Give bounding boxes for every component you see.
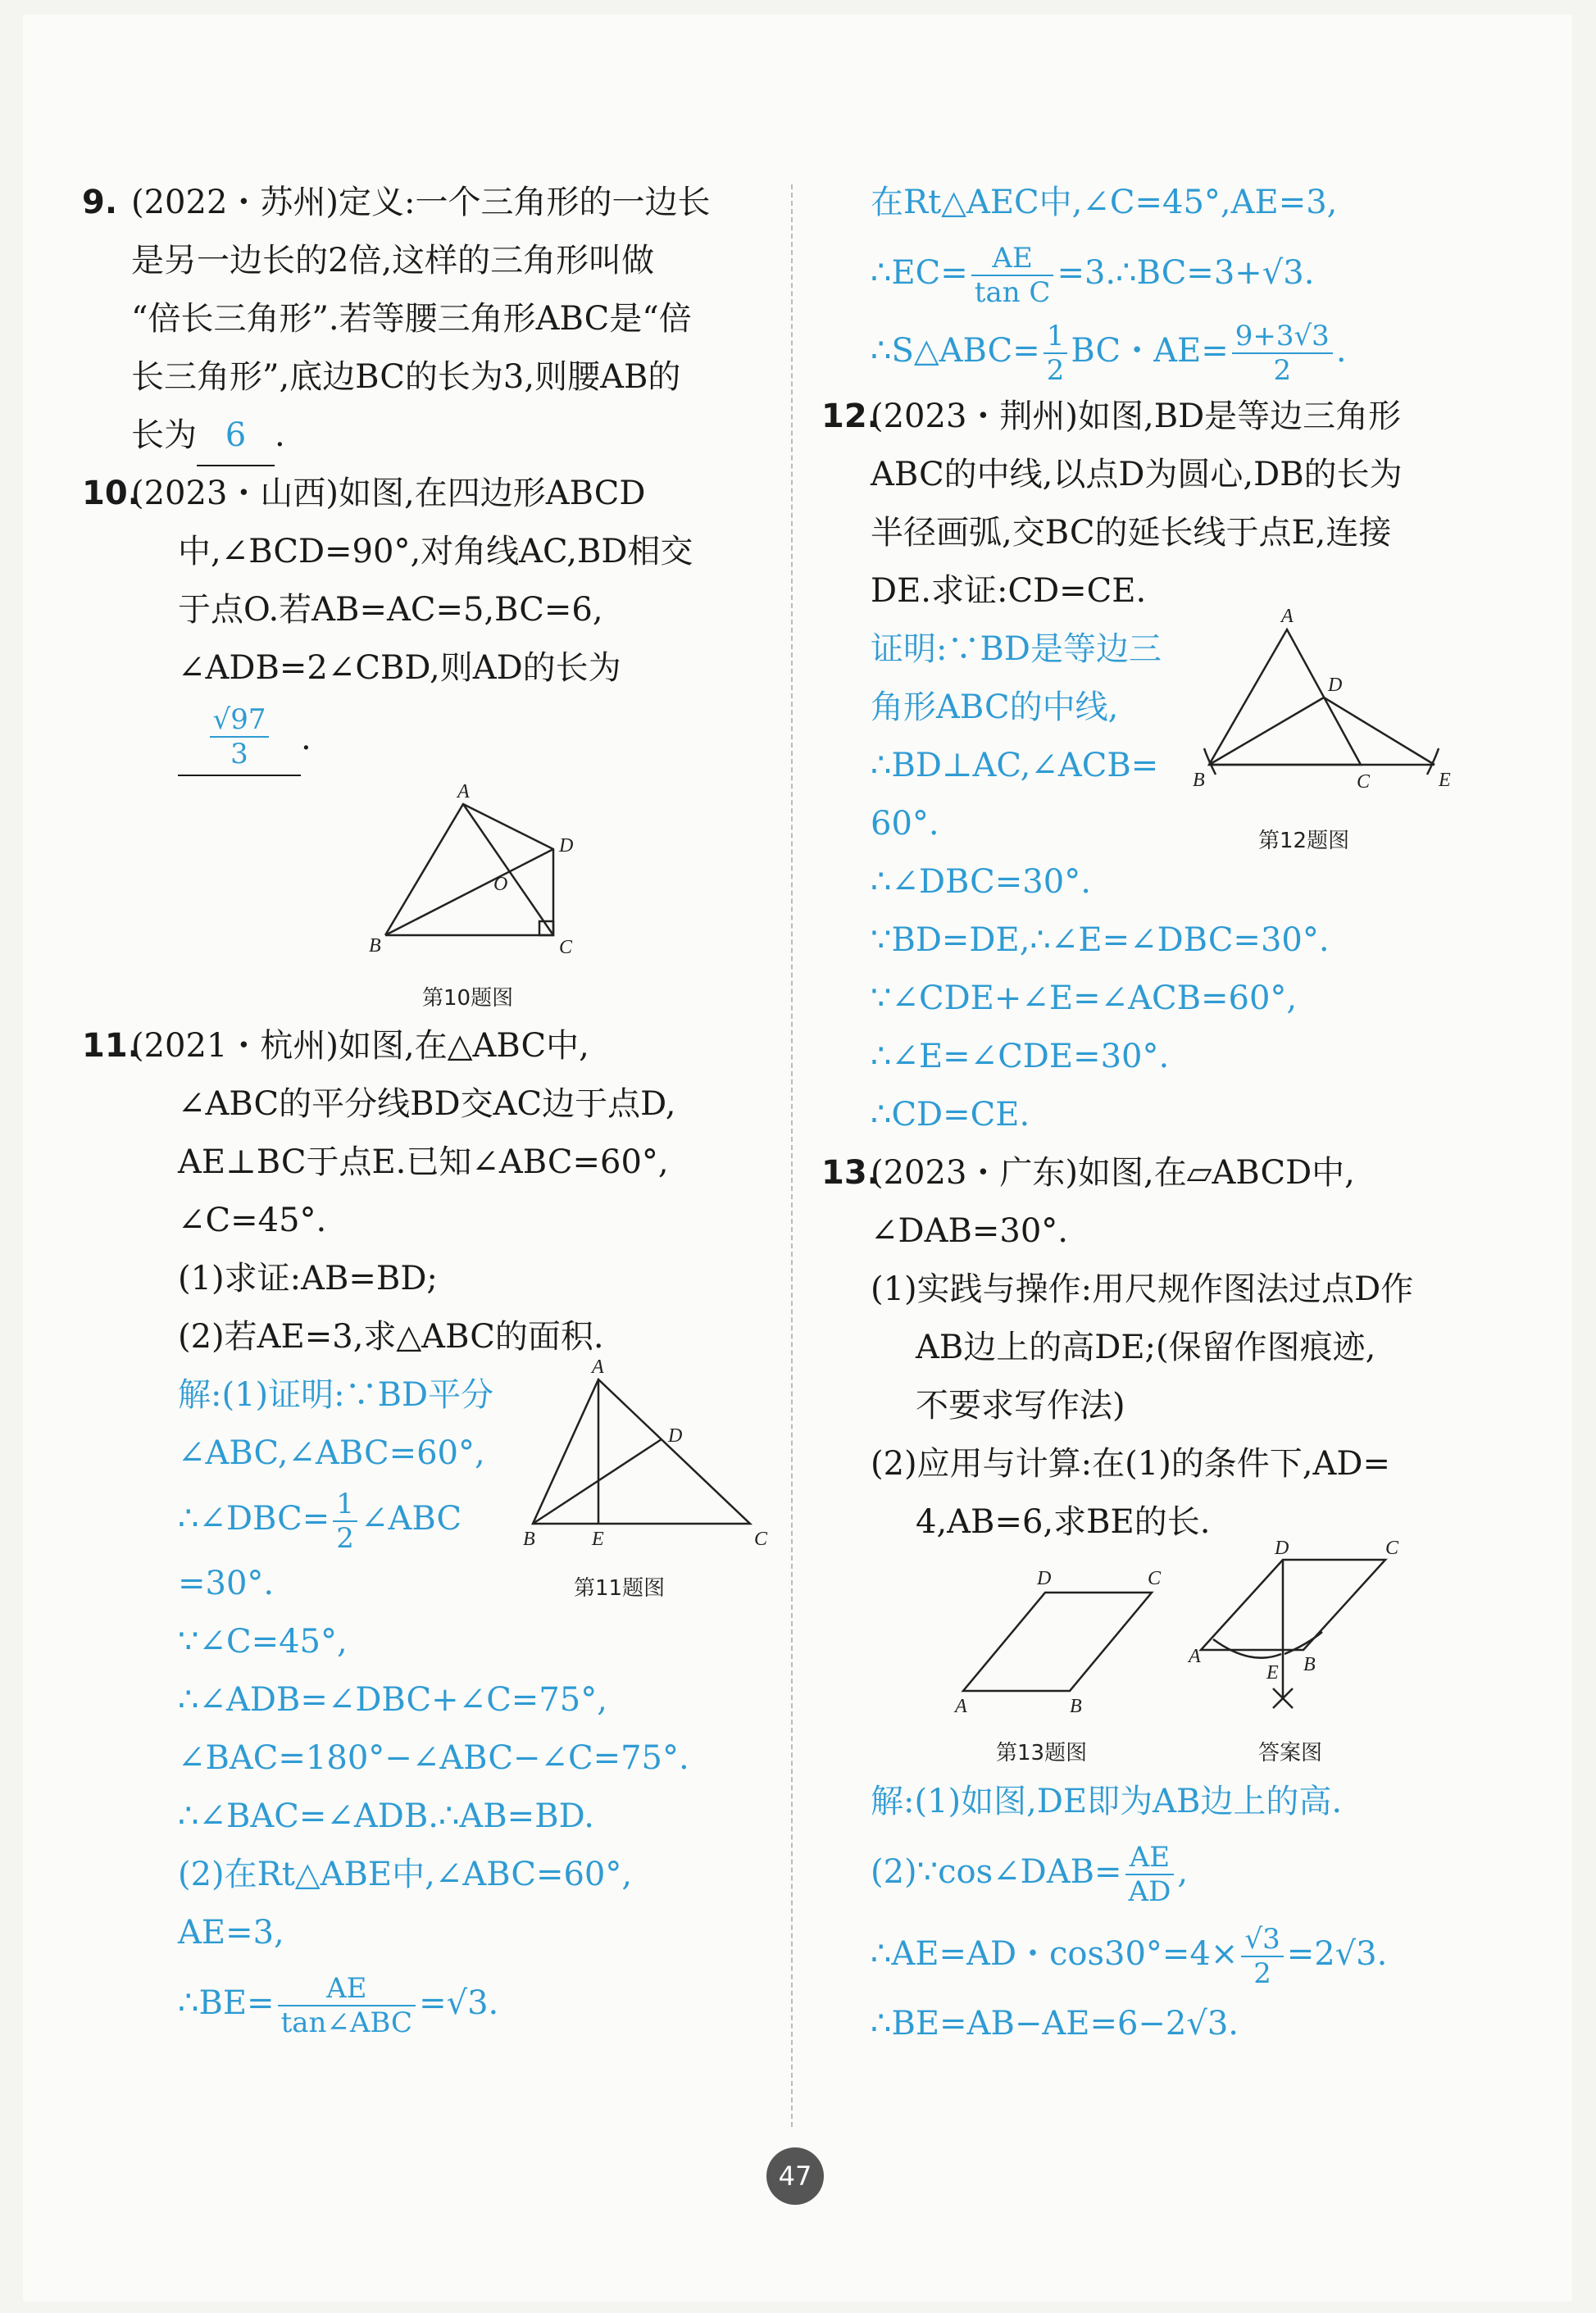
- q10-text: (2023・山西)如图,在四边形ABCD: [131, 475, 646, 512]
- q12-sol-4: 60°.: [871, 805, 939, 843]
- q12-sol-5: ∴∠DBC=30°.: [871, 863, 1091, 901]
- q10-line-3: 于点O.若AB=AC=5,BC=6,: [178, 591, 603, 629]
- q11cont-3-num2: 9+3√3: [1232, 322, 1333, 354]
- q13-sol-3: [824, 1913, 1467, 1995]
- q12-sol-7: ∵∠CDE+∠E=∠ACB=60°,: [871, 979, 1298, 1017]
- q11cont-3-post: .: [1335, 332, 1347, 370]
- q10-label-o: O: [493, 874, 508, 895]
- q11cont-2-post: =3.∴BC=3+√3.: [1057, 254, 1315, 292]
- q9-number: 9.: [82, 184, 118, 221]
- q11-sol-3-pre: ∴∠DBC=: [178, 1500, 330, 1538]
- q10-answer-line: [131, 698, 766, 779]
- q9-line-1: [82, 174, 766, 232]
- q11-sol-11-pre: ∴BE=: [178, 1984, 275, 2022]
- q10-caption: 第10题图: [422, 986, 514, 1011]
- q13-figure-answer: [1184, 1538, 1414, 1728]
- right-column: [821, 174, 1467, 2053]
- q10-label-c: C: [559, 937, 573, 958]
- q11cont-3-num: 1: [1044, 322, 1068, 354]
- q12-figure: [1193, 606, 1471, 806]
- q13-answer-label-d: D: [1275, 1538, 1289, 1559]
- q12-label-b: B: [1193, 770, 1205, 791]
- q11cont-2-den: tan C: [974, 276, 1051, 309]
- q11-line-5: (1)求证:AB=BD;: [178, 1260, 438, 1297]
- q10-label-d: D: [559, 835, 574, 857]
- q13-parallelogram: [963, 1593, 1152, 1691]
- q13-answer-label-c: C: [1385, 1538, 1399, 1559]
- q10-number: 10.: [82, 475, 140, 512]
- q11-sol-6: ∴∠ADB=∠DBC+∠C=75°,: [178, 1681, 607, 1719]
- q12-median-bd: [1209, 698, 1324, 765]
- q11-sol-9: (2)在Rt△ABE中,∠ABC=60°,: [178, 1856, 633, 1893]
- q10-label-a: A: [457, 781, 470, 802]
- q12-sol-8: ∴∠E=∠CDE=30°.: [871, 1038, 1170, 1075]
- q13-figures: [824, 1538, 1467, 1773]
- q13-caption-2: 答案图: [1258, 1741, 1323, 1765]
- q9-line-2: 是另一边长的2倍,这样的三角形叫做: [131, 242, 655, 279]
- q9-line-5: [131, 407, 766, 465]
- q11cont-3-den2: 2: [1273, 354, 1292, 387]
- q11-sol-8: ∴∠BAC=∠ADB.∴AB=BD.: [178, 1797, 594, 1835]
- q12-segment-de: [1324, 698, 1435, 765]
- q13-sol-1: 解:(1)如图,DE即为AB边上的高.: [871, 1783, 1343, 1820]
- q11-label-a: A: [592, 1356, 604, 1378]
- q10-figure-area: [131, 779, 766, 1017]
- q13-answer-label-e: E: [1266, 1662, 1279, 1684]
- q11-line-2: ∠ABC的平分线BD交AC边于点D,: [178, 1085, 676, 1123]
- q13-line-1: [821, 1144, 1467, 1202]
- q13-sol-2-den: AD: [1128, 1875, 1171, 1908]
- q11-sol-3-den: 2: [336, 1522, 354, 1555]
- q12-line-2: ABC的中线,以点D为圆心,DB的长为: [871, 456, 1403, 493]
- q13-sol-4: ∴BE=AB−AE=6−2√3.: [871, 2005, 1239, 2043]
- q13-sol-2-pre: (2)∵cos∠DAB=: [871, 1853, 1122, 1891]
- q11-line-3: AE⊥BC于点E.已知∠ABC=60°,: [178, 1143, 669, 1181]
- q13-sol-2-num: AE: [1125, 1843, 1175, 1875]
- q9-line-3: “倍长三角形”.若等腰三角形ABC是“倍: [131, 300, 692, 338]
- q12-text: (2023・荆州)如图,BD是等边三角形: [871, 398, 1402, 435]
- q10-answer-den: 3: [230, 738, 248, 770]
- q11cont-3-den: 2: [1046, 354, 1065, 387]
- q11-sol-3-post: ∠ABC: [360, 1500, 462, 1538]
- q12-line-3: 半径画弧,交BC的延长线于点E,连接: [871, 514, 1392, 552]
- q13-line-6: (2)应用与计算:在(1)的条件下,AD=: [871, 1445, 1390, 1483]
- q11-line-4: ∠C=45°.: [178, 1202, 327, 1239]
- q10-figure: [369, 781, 631, 976]
- q13-line-2: ∠DAB=30°.: [871, 1212, 1068, 1250]
- q11-sol-10: AE=3,: [178, 1914, 284, 1952]
- q11cont-line-1: 在Rt△AEC中,∠C=45°,AE=3,: [871, 184, 1338, 221]
- q11-sol-11-post: =√3.: [419, 1984, 499, 2022]
- q13-line-5: 不要求写作法): [916, 1387, 1125, 1425]
- q11-sol-7: ∠BAC=180°−∠ABC−∠C=75°.: [178, 1739, 689, 1777]
- q11-sol-11-den: tan∠ABC: [280, 2006, 413, 2039]
- q13-sol-2: [824, 1831, 1467, 1913]
- q13-line-3: (1)实践与操作:用尺规作图法过点D作: [871, 1270, 1414, 1308]
- q12-sol-9: ∴CD=CE.: [871, 1096, 1030, 1134]
- q13-answer-label-a: A: [1189, 1646, 1201, 1667]
- q12-caption: 第12题图: [1258, 829, 1350, 853]
- left-column: [82, 174, 768, 2044]
- q13-text: (2023・广东)如图,在▱ABCD中,: [871, 1154, 1355, 1192]
- q11-sol-3-num: 1: [333, 1490, 357, 1522]
- q11cont-3-mid: BC・AE=: [1071, 332, 1229, 370]
- q11-line-6: (2)若AE=3,求△ABC的面积.: [178, 1318, 604, 1356]
- q11-sol-11-num: AE: [278, 1974, 416, 2006]
- q12-sol-6: ∵BD=DE,∴∠E=∠DBC=30°.: [871, 921, 1330, 959]
- q11-label-e: E: [592, 1529, 604, 1550]
- q13-label-b: B: [1070, 1696, 1082, 1717]
- q12-solution: [824, 606, 1467, 1144]
- q11cont-2-num: AE: [971, 244, 1054, 276]
- q13-construction-arc-left: [1213, 1639, 1281, 1658]
- q9-text: (2022・苏州)定义:一个三角形的一边长: [131, 184, 711, 221]
- q10-suffix: .: [301, 720, 311, 757]
- q11cont-line-2: [824, 232, 1467, 314]
- q13-answer-label-b: B: [1303, 1654, 1316, 1675]
- q11cont-line-3: [824, 314, 1467, 388]
- q10-line-1: [82, 465, 766, 523]
- q11-label-d: D: [668, 1425, 683, 1447]
- q11-sol-4: =30°.: [178, 1565, 275, 1602]
- q12-sol-3: ∴BD⊥AC,∠ACB=: [871, 747, 1159, 784]
- q13-line-7: 4,AB=6,求BE的长.: [916, 1503, 1211, 1541]
- q11-sol-1: 解:(1)证明:∵BD平分: [178, 1376, 494, 1414]
- q11-caption: 第11题图: [574, 1576, 666, 1601]
- q12-number: 12.: [821, 398, 880, 435]
- q10-answer: [178, 703, 301, 776]
- q12-label-e: E: [1439, 770, 1451, 791]
- q10-line-2: 中,∠BCD=90°,对角线AC,BD相交: [178, 533, 693, 570]
- q11-line-1: [82, 1017, 766, 1075]
- q10-diagonal-ac: [463, 804, 553, 935]
- q11-figure: [516, 1356, 771, 1560]
- q9-answer: 6: [197, 407, 275, 466]
- q11cont-2-pre: ∴EC=: [871, 254, 968, 292]
- q13-label-d: D: [1037, 1568, 1052, 1589]
- q13-sol-2-post: ,: [1177, 1853, 1189, 1891]
- q11-label-c: C: [754, 1529, 768, 1550]
- q13-label-a: A: [955, 1696, 967, 1717]
- q13-sol-3-num: √3: [1241, 1925, 1283, 1957]
- q12-line-4: DE.求证:CD=CE.: [871, 572, 1147, 610]
- q9-line-4: 长三角形”,底边BC的长为3,则腰AB的: [131, 358, 681, 396]
- q13-figure-parallelogram: [947, 1568, 1160, 1732]
- q11-number: 11.: [82, 1027, 140, 1065]
- q11-solution: [131, 1356, 768, 2044]
- q13-sol-3-post: =2√3.: [1286, 1935, 1388, 1973]
- q12-label-a: A: [1281, 606, 1294, 627]
- q13-number: 13.: [821, 1154, 880, 1192]
- q10-quadrilateral: [385, 804, 553, 935]
- column-divider: [791, 184, 793, 2127]
- page-number: 47: [766, 2147, 824, 2205]
- q13-caption-1: 第13题图: [996, 1741, 1088, 1765]
- q13-label-c: C: [1148, 1568, 1162, 1589]
- q13-sol-3-pre: ∴AE=AD・cos30°=4×: [871, 1935, 1239, 1973]
- q10-line-4: ∠ADB=2∠CBD,则AD的长为: [178, 649, 621, 687]
- q9-prefix: 长为: [131, 416, 197, 454]
- q12-label-d: D: [1328, 675, 1343, 696]
- q11-sol-5: ∵∠C=45°,: [178, 1623, 348, 1661]
- q13-sol-3-den: 2: [1253, 1957, 1271, 1990]
- q12-label-c: C: [1357, 771, 1371, 793]
- q11-sol-2: ∠ABC,∠ABC=60°,: [178, 1434, 485, 1472]
- q11-text: (2021・杭州)如图,在△ABC中,: [131, 1027, 589, 1065]
- q13-line-4: AB边上的高DE;(保留作图痕迹,: [916, 1329, 1376, 1366]
- q11-sol-11: [131, 1962, 766, 2044]
- q13-answer-parallelogram: [1201, 1560, 1385, 1650]
- q11cont-3-pre: ∴S△ABC=: [871, 332, 1040, 370]
- q11-label-b: B: [523, 1529, 535, 1550]
- q10-label-b: B: [369, 935, 381, 957]
- q9-suffix: .: [275, 416, 285, 454]
- q12-line-1: [821, 388, 1467, 446]
- q12-triangle: [1209, 629, 1361, 765]
- q12-sol-1: 证明:∵BD是等边三: [871, 630, 1162, 668]
- q12-sol-2: 角形ABC的中线,: [871, 688, 1119, 726]
- q10-answer-num: √97: [210, 706, 270, 738]
